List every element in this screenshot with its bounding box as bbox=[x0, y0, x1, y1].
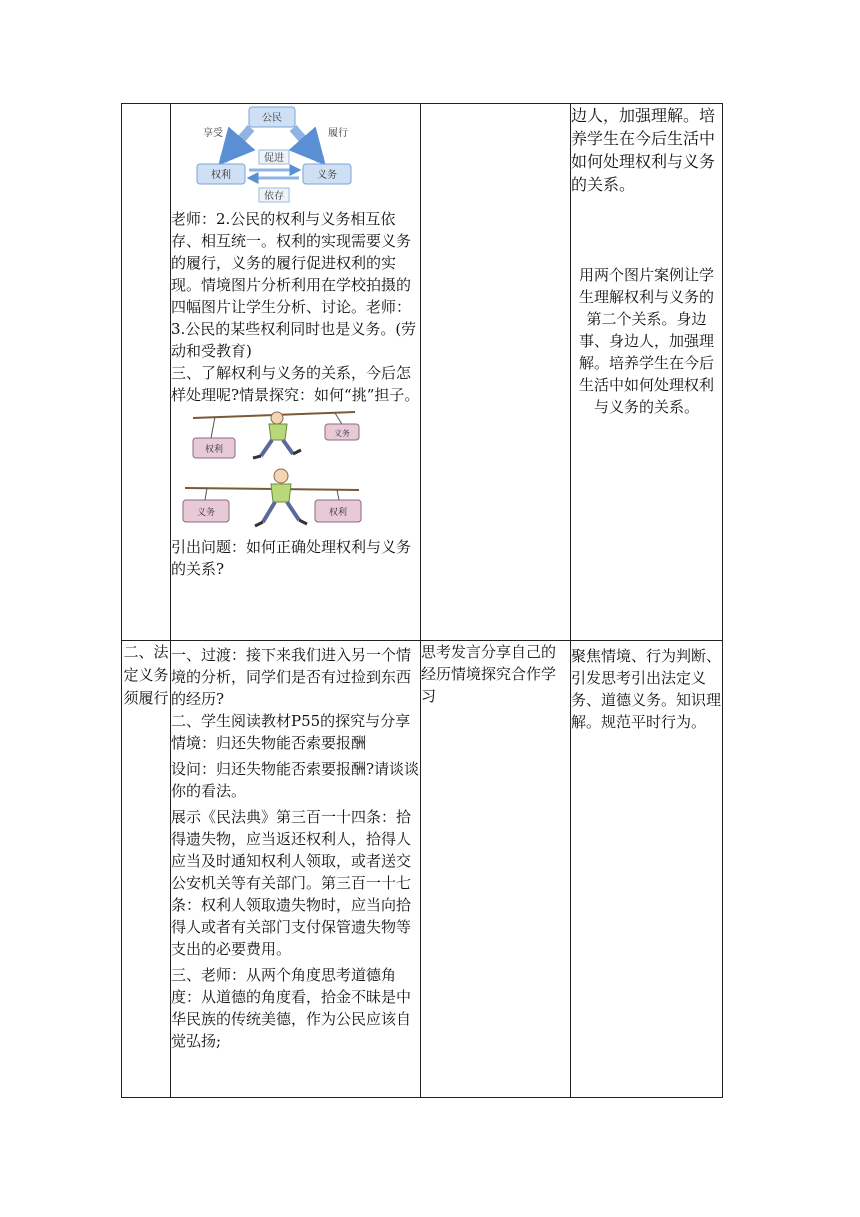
teacher-paragraph: 老师：2.公民的权利与义务相互依存、相互统一。权利的实现需要义务的履行，义务的履行促进权利的实现。情境图片分析利用在学校拍摄的四幅图片让学生分析、讨论。老师：3.公民的某些权利同时也是义务。(劳动和受教育) bbox=[171, 210, 417, 360]
pack-label-left: 权利 bbox=[204, 445, 224, 455]
diagram-top-label: 公民 bbox=[262, 113, 282, 124]
student-activity-cell bbox=[421, 641, 571, 1098]
teaching-content-cell bbox=[171, 104, 421, 641]
intent-paragraph: 边人，加强理解。培养学生在今后生活中如何处理权利与义务的关系。 bbox=[571, 106, 716, 194]
student-activity-cell-empty bbox=[421, 104, 571, 641]
content-paragraph: 展示《民法典》第三百一十四条：拾得遗失物，应当返还权利人，拾得人应当及时通知权利人领取，或者送交公安机关等有关部门。第三百一十七条：权利人领取遗失物时，应当向拾得人或者有关部门支付保管遗失物等支出的必要费用。 bbox=[171, 808, 412, 958]
content-paragraph: 一、过渡：接下来我们进入另一个情境的分析，同学们是否有过捡到东西的经历? bbox=[171, 646, 412, 708]
rights-duties-diagram bbox=[181, 104, 381, 204]
lesson-plan-table bbox=[121, 103, 723, 1098]
diagram-right-box-label: 义务 bbox=[317, 170, 337, 181]
pack-label-right: 权利 bbox=[328, 508, 348, 518]
intent-paragraph: 用两个图片案例让学生理解权利与义务的第二个关系。身边事、身边人，加强理解。培养学生在今后生活中如何处理权利与义务的关系。 bbox=[578, 266, 714, 416]
teacher-paragraph: 三、了解权利与义务的关系，今后怎样处理呢?情景探究：如何“挑”担子。 bbox=[171, 364, 420, 404]
carrying-pole-illustration bbox=[175, 406, 365, 466]
content-paragraph: 二、学生阅读教材P55的探究与分享情境：归还失物能否索要报酬 bbox=[171, 712, 411, 752]
intent-paragraph: 聚焦情境、行为判断、引发思考引出法定义务、道德义务。知识理解。规范平时行为。 bbox=[571, 647, 722, 731]
teaching-content-cell bbox=[171, 641, 421, 1098]
carrying-pole-illustration bbox=[175, 466, 365, 532]
table-row bbox=[122, 104, 723, 641]
section-cell-empty bbox=[122, 104, 171, 641]
pack-label-left: 义务 bbox=[196, 508, 216, 518]
diagram-depend-label: 依存 bbox=[264, 191, 284, 202]
question-paragraph: 引出问题：如何正确处理权利与义务的关系? bbox=[171, 538, 412, 578]
design-intent-cell bbox=[571, 104, 723, 641]
pack-label-right: 义务 bbox=[334, 429, 350, 438]
diagram-left-box-label: 权利 bbox=[211, 170, 231, 181]
design-intent-cell bbox=[571, 641, 723, 1098]
diagram-right-arrow-label: 履行 bbox=[328, 128, 348, 139]
student-activity-text: 思考发言分享自己的经历情境探究合作学习 bbox=[421, 643, 557, 705]
content-paragraph: 三、老师：从两个角度思考道德角度：从道德的角度看，拾金不昧是中华民族的传统美德，作为公民应该自觉弘扬; bbox=[171, 966, 412, 1050]
section-title: 二、法定义务须履行 bbox=[123, 643, 169, 707]
diagram-left-arrow-label: 享受 bbox=[203, 128, 223, 139]
diagram-promote-label: 促进 bbox=[264, 153, 284, 164]
content-paragraph: 设问：归还失物能否索要报酬?请谈谈你的看法。 bbox=[171, 760, 420, 800]
table-row bbox=[122, 641, 723, 1098]
section-title-cell bbox=[122, 641, 171, 1098]
